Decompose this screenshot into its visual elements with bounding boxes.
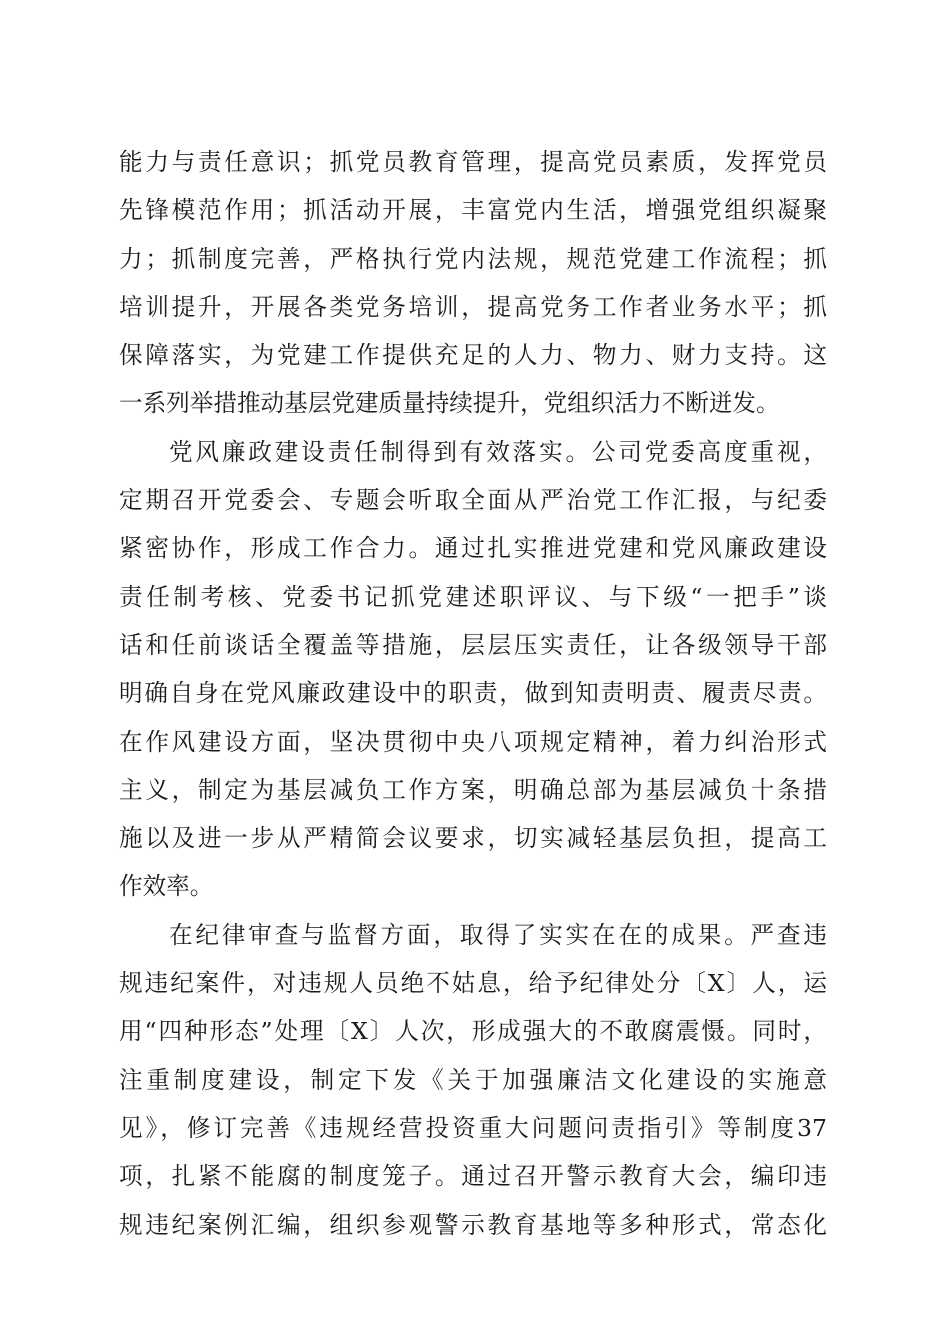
text-line: 用“四种形态”处理〔X〕人次，形成强大的不敢腐震慑。同时， bbox=[119, 1017, 827, 1046]
text-line: 紧密协作，形成工作合力。通过扎实推进党建和党风廉政建设 bbox=[119, 534, 827, 563]
text-line: 见》，修订完善《违规经营投资重大问题问责指引》等制度37 bbox=[119, 1113, 827, 1142]
text-line: 规违纪案例汇编，组织参观警示教育基地等多种形式，常态化 bbox=[119, 1210, 827, 1239]
text-line: 一系列举措推动基层党建质量持续提升，党组织活力不断迸发。 bbox=[119, 389, 780, 418]
text-line: 项，扎紧不能腐的制度笼子。通过召开警示教育大会，编印违 bbox=[119, 1162, 827, 1191]
text-line: 定期召开党委会、专题会听取全面从严治党工作汇报，与纪委 bbox=[119, 486, 827, 515]
text-line: 培训提升，开展各类党务培训，提高党务工作者业务水平；抓 bbox=[119, 292, 827, 321]
body-text bbox=[119, 138, 827, 1249]
text-line: 明确自身在党风廉政建设中的职责，做到知责明责、履责尽责。 bbox=[119, 679, 827, 708]
paragraph-first-line: 在纪律审查与监督方面，取得了实实在在的成果。严查违 bbox=[169, 920, 827, 949]
text-line: 规违纪案件，对违规人员绝不姑息，给予纪律处分〔X〕人，运 bbox=[119, 969, 827, 998]
text-line: 主义，制定为基层减负工作方案，明确总部为基层减负十条措 bbox=[119, 775, 827, 804]
text-line: 能力与责任意识；抓党员教育管理，提高党员素质，发挥党员 bbox=[119, 148, 827, 176]
text-line: 注重制度建设，制定下发《关于加强廉洁文化建设的实施意 bbox=[119, 1065, 827, 1094]
text-line: 责任制考核、党委书记抓党建述职评议、与下级“一把手”谈 bbox=[119, 582, 827, 611]
text-line: 作效率。 bbox=[119, 872, 214, 901]
text-line: 先锋模范作用；抓活动开展，丰富党内生活，增强党组织凝聚 bbox=[119, 196, 827, 225]
text-line: 在作风建设方面，坚决贯彻中央八项规定精神，着力纠治形式 bbox=[119, 727, 827, 756]
text-line: 施以及进一步从严精简会议要求，切实减轻基层负担，提高工 bbox=[119, 824, 827, 853]
text-line: 保障落实，为党建工作提供充足的人力、物力、财力支持。这 bbox=[119, 341, 827, 370]
paragraph-first-line: 党风廉政建设责任制得到有效落实。公司党委高度重视， bbox=[169, 437, 827, 466]
text-line: 力；抓制度完善，严格执行党内法规，规范党建工作流程；抓 bbox=[119, 244, 827, 273]
text-line: 话和任前谈话全覆盖等措施，层层压实责任，让各级领导干部 bbox=[119, 630, 827, 659]
